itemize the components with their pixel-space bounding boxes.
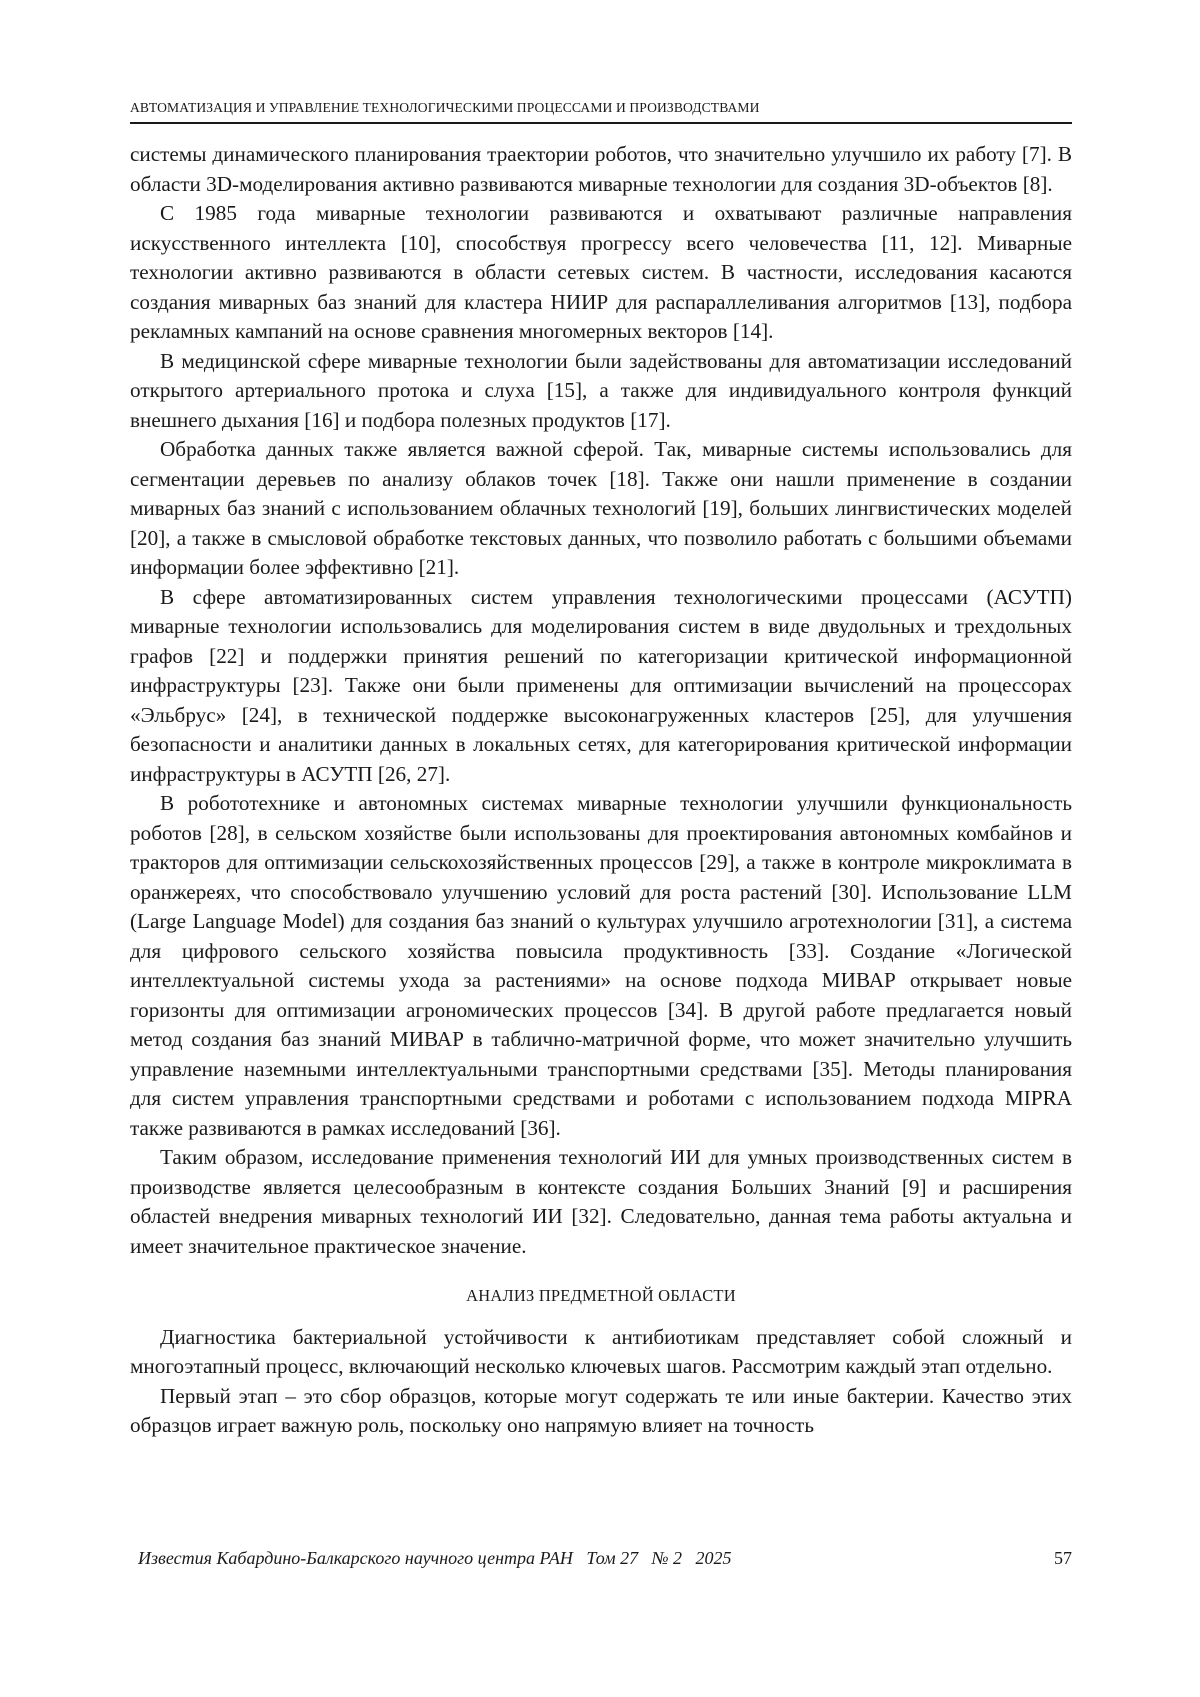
page-footer bbox=[138, 1548, 1072, 1569]
paragraph: В медицинской сфере миварные технологии были задействованы для автоматизации исследований открытого артериального протока и слуха [15], а также для индивидуального контроля функций внешнего дыхания [16] и подбора полезных продуктов [17]. bbox=[130, 347, 1072, 436]
running-header: АВТОМАТИЗАЦИЯ И УПРАВЛЕНИЕ ТЕХНОЛОГИЧЕСКИМИ ПРОЦЕССАМИ И ПРОИЗВОДСТВАМИ bbox=[130, 100, 1072, 124]
paragraph: системы динамического планирования траектории роботов, что значительно улучшило их работу [7]. В области 3D-моделирования активно развиваются миварные технологии для создания 3D-объектов [8]. bbox=[130, 140, 1072, 199]
paragraph: Первый этап – это сбор образцов, которые могут содержать те или иные бактерии. Качество этих образцов играет важную роль, поскольку оно напрямую влияет на точность bbox=[130, 1382, 1072, 1441]
paragraph: В робототехнике и автономных системах миварные технологии улучшили функциональность роботов [28], в сельском хозяйстве были использованы для проектирования автономных комбайнов и тракторов для оптимизации сельскохозяйственных процессов [29], а также в контроле микроклимата в оранжереях, что способствовало улучшению условий для роста растений [30]. Использование LLM (Large Language Model) для создания баз знаний о культурах улучшило агротехнологии [31], а система для цифрового сельского хозяйства повысила продуктивность [33]. Создание «Логической интеллектуальной системы ухода за растениями» на основе подхода МИВАР открывает новые горизонты для оптимизации агрономических процессов [34]. В другой работе предлагается новый метод создания баз знаний МИВАР в таблично-матричной форме, что может значительно улучшить управление наземными интеллектуальными транспортными средствами [35]. Методы планирования для систем управления транспортными средствами и роботами с использованием подхода MIPRA также развиваются в рамках исследований [36]. bbox=[130, 789, 1072, 1143]
section-heading: АНАЛИЗ ПРЕДМЕТНОЙ ОБЛАСТИ bbox=[130, 1281, 1072, 1311]
paragraph: Диагностика бактериальной устойчивости к антибиотикам представляет собой сложный и многоэтапный процесс, включающий несколько ключевых шагов. Рассмотрим каждый этап отдельно. bbox=[130, 1323, 1072, 1382]
journal-citation: Известия Кабардино-Балкарского научного центра РАН Том 27 № 2 2025 bbox=[138, 1548, 732, 1569]
paragraph: С 1985 года миварные технологии развиваются и охватывают различные направления искусственного интеллекта [10], способствуя прогрессу всего человечества [11, 12]. Миварные технологии активно развиваются в области сетевых систем. В частности, исследования касаются создания миварных баз знаний для кластера НИИР для распараллеливания алгоритмов [13], подбора рекламных кампаний на основе сравнения многомерных векторов [14]. bbox=[130, 199, 1072, 347]
article-body bbox=[130, 140, 1072, 1441]
page bbox=[130, 100, 1072, 1441]
page-number: 57 bbox=[1054, 1548, 1072, 1569]
paragraph: Обработка данных также является важной сферой. Так, миварные системы использовались для сегментации деревьев по анализу облаков точек [18]. Также они нашли применение в создании миварных баз знаний с использованием облачных технологий [19], больших лингвистических моделей [20], а также в смысловой обработке текстовых данных, что позволило работать с большими объемами информации более эффективно [21]. bbox=[130, 435, 1072, 583]
paragraph: В сфере автоматизированных систем управления технологическими процессами (АСУТП) миварные технологии использовались для моделирования систем в виде двудольных и трехдольных графов [22] и поддержки принятия решений по категоризации критической информационной инфраструктуры [23]. Также они были применены для оптимизации вычислений на процессорах «Эльбрус» [24], в технической поддержке высоконагруженных кластеров [25], для улучшения безопасности и аналитики данных в локальных сетях, для категорирования критической информации инфраструктуры в АСУТП [26, 27]. bbox=[130, 583, 1072, 790]
paragraph: Таким образом, исследование применения технологий ИИ для умных производственных систем в производстве является целесообразным в контексте создания Больших Знаний [9] и расширения областей внедрения миварных технологий ИИ [32]. Следовательно, данная тема работы актуальна и имеет значительное практическое значение. bbox=[130, 1143, 1072, 1261]
